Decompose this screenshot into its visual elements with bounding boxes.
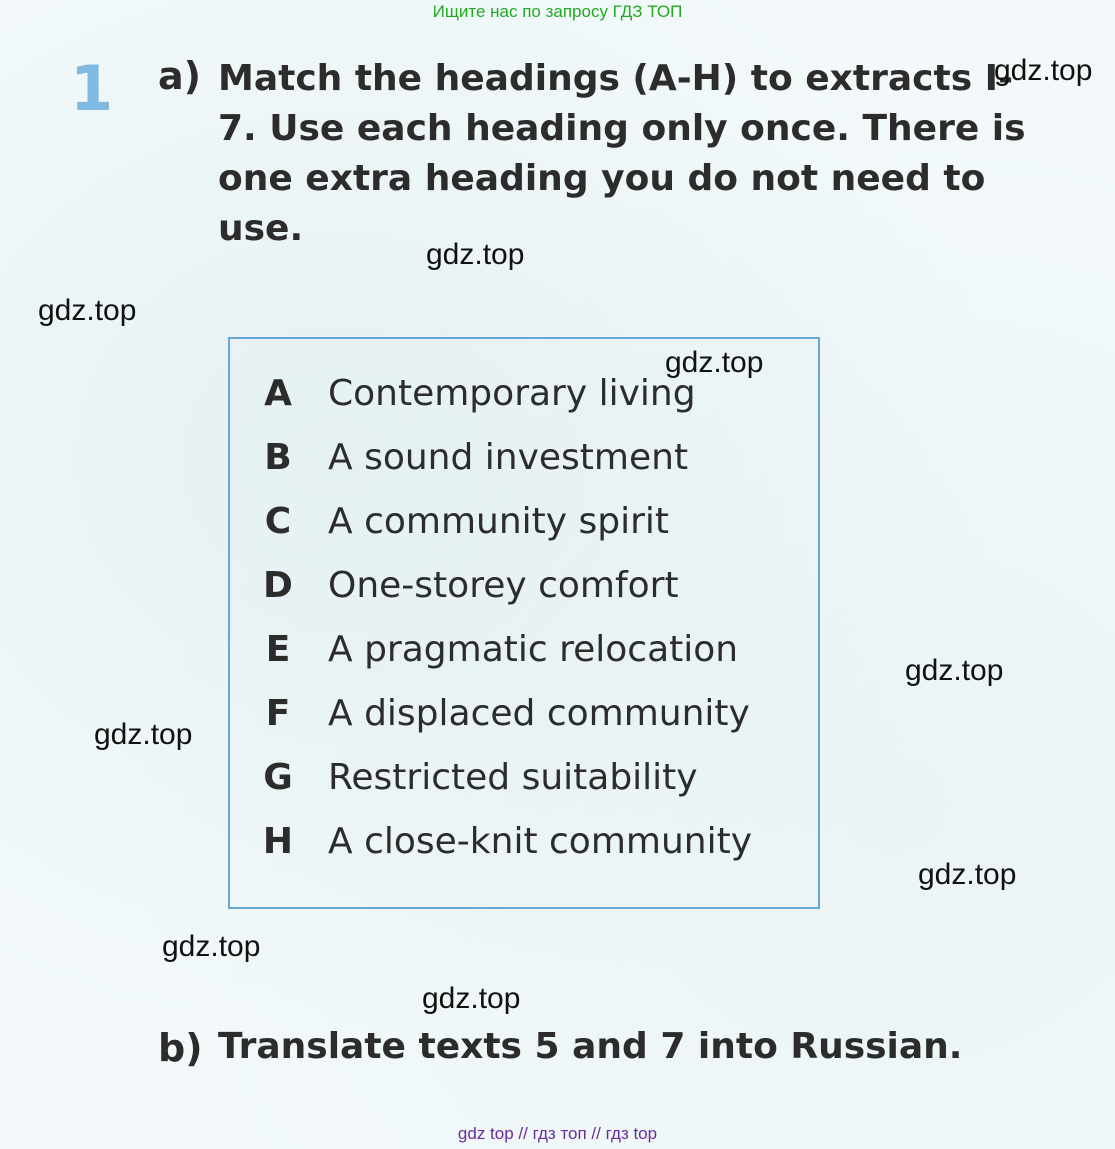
watermark: gdz.top: [422, 982, 521, 1015]
watermark: gdz.top: [918, 858, 1017, 891]
part-b-label: b): [158, 1026, 203, 1070]
heading-item: [230, 501, 820, 551]
heading-letter: D: [263, 565, 293, 606]
heading-text: A sound investment: [328, 437, 689, 478]
heading-text: A pragmatic relocation: [328, 629, 739, 670]
watermark: gdz.top: [426, 238, 525, 271]
heading-letter: F: [265, 693, 291, 734]
heading-text: A community spirit: [328, 501, 670, 542]
exercise-number: 1: [70, 52, 114, 125]
heading-item: [230, 821, 820, 871]
watermark: gdz.top: [162, 930, 261, 963]
heading-letter: B: [264, 437, 292, 478]
footer-banner: gdz top // гдз топ // гдз top: [457, 1124, 658, 1143]
part-b-instructions: Translate texts 5 and 7 into Russian.: [218, 1026, 963, 1067]
headings-box: [228, 337, 820, 909]
watermark: gdz.top: [905, 654, 1004, 687]
top-banner: Ищите нас по запросу ГДЗ ТОП: [432, 2, 683, 21]
heading-letter: G: [263, 757, 293, 798]
heading-letter: E: [265, 629, 291, 670]
heading-item: [230, 373, 820, 423]
heading-item: [230, 437, 820, 487]
watermark: gdz.top: [94, 718, 193, 751]
heading-text: One-storey comfort: [328, 565, 679, 606]
heading-text: A close-knit community: [328, 821, 753, 862]
heading-item: [230, 629, 820, 679]
heading-item: [230, 565, 820, 615]
heading-letter: H: [262, 821, 294, 862]
heading-item: [230, 693, 820, 743]
watermark: gdz.top: [665, 346, 764, 379]
watermark: gdz.top: [994, 54, 1093, 87]
heading-item: [230, 757, 820, 807]
heading-letter: A: [264, 373, 292, 414]
heading-text: Restricted suitability: [328, 757, 698, 798]
heading-letter: C: [264, 501, 292, 542]
part-a-label: a): [158, 54, 202, 98]
heading-text: A displaced community: [328, 693, 750, 734]
watermark: gdz.top: [38, 294, 137, 327]
heading-text: Contemporary living: [328, 373, 696, 414]
part-a-instructions: Match the headings (A-H) to extracts I-7. Use each heading only once. There is one extra heading you do not need to use.: [218, 58, 1026, 249]
